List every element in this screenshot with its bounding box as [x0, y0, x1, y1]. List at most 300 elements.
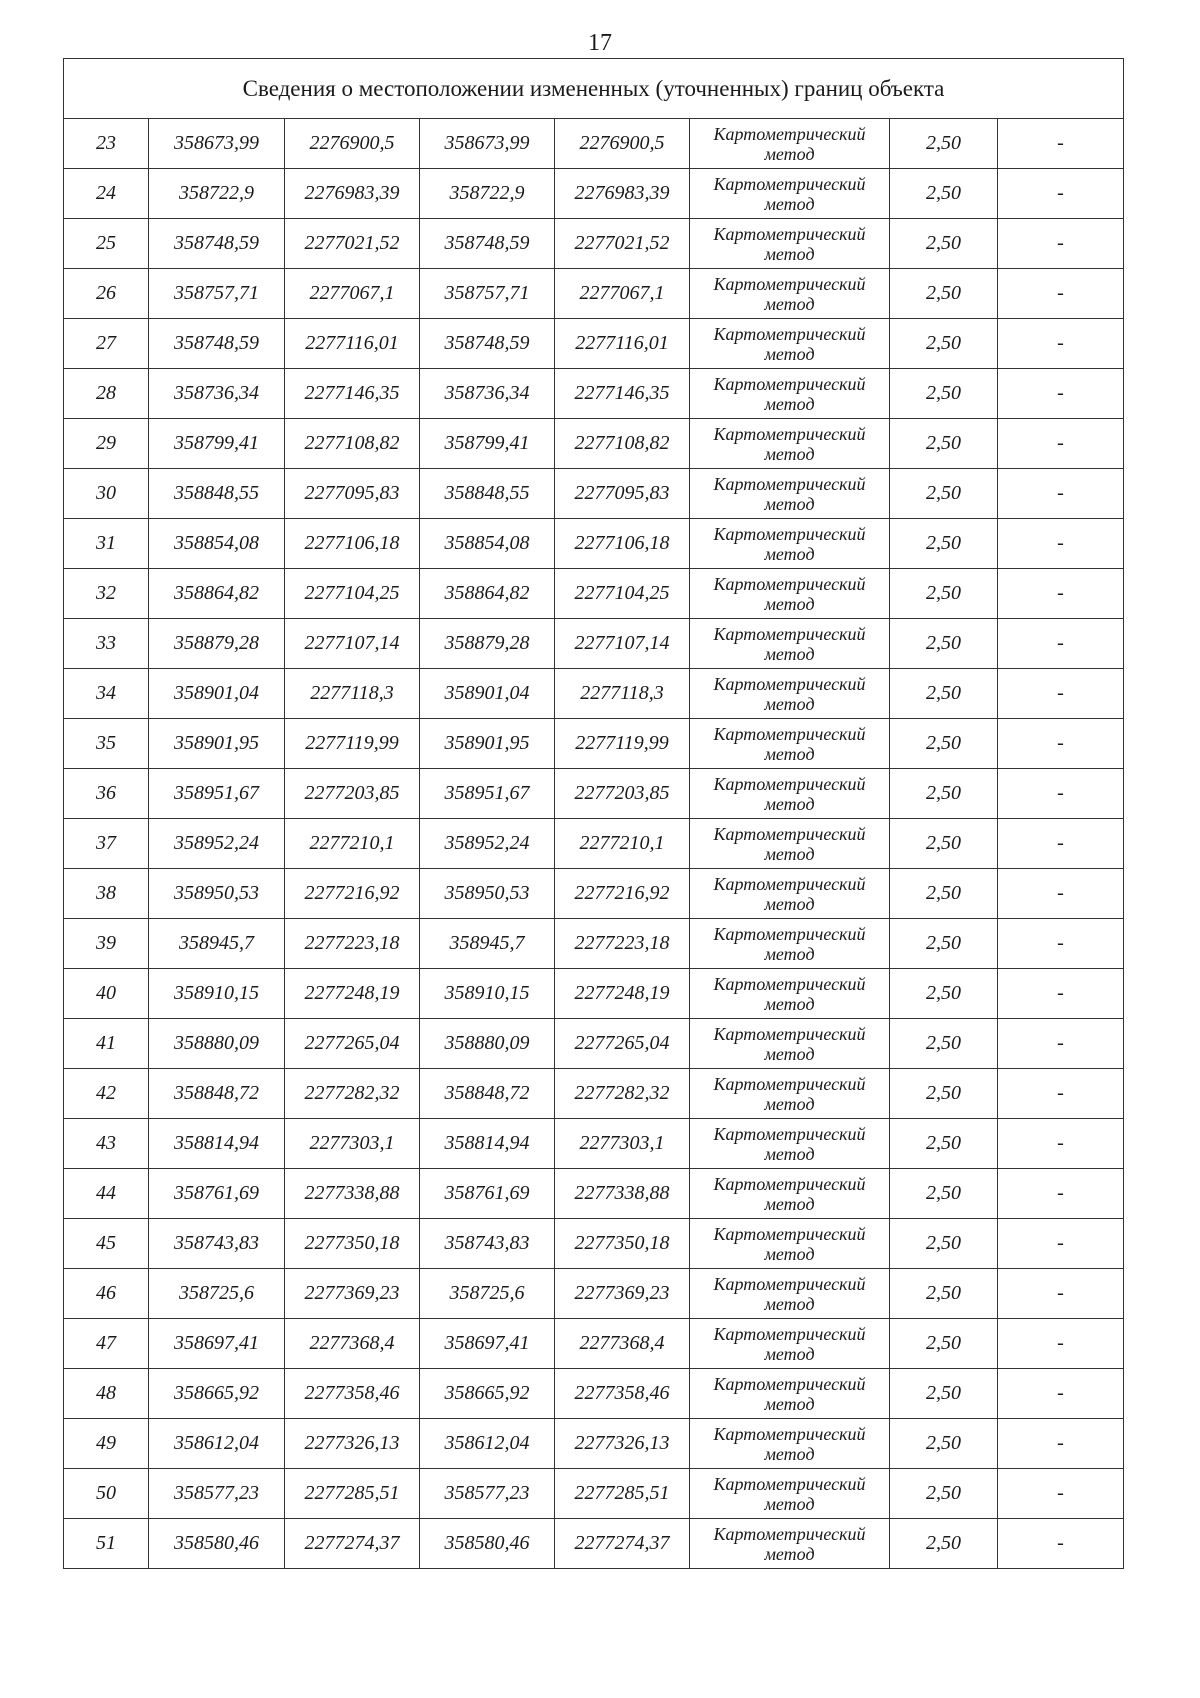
refined-y-cell: 2277285,51 [555, 1469, 690, 1519]
method-line-2: метод [764, 843, 815, 864]
method-line-2: метод [764, 743, 815, 764]
refined-x-cell: 358848,72 [420, 1069, 555, 1119]
point-number-cell: 50 [64, 1469, 149, 1519]
existing-y-cell: 2277108,82 [285, 419, 420, 469]
refined-x-cell: 358848,55 [420, 469, 555, 519]
refined-x-cell: 358612,04 [420, 1419, 555, 1469]
method-cell [690, 669, 890, 719]
refined-y-cell: 2277107,14 [555, 619, 690, 669]
note-cell: - [998, 1169, 1124, 1219]
method-line-1: Картометрический [713, 123, 866, 144]
method-line-2: метод [764, 1143, 815, 1164]
accuracy-cell: 2,50 [890, 1019, 998, 1069]
refined-x-cell: 358901,04 [420, 669, 555, 719]
existing-x-cell: 358697,41 [149, 1319, 285, 1369]
point-number-cell: 37 [64, 819, 149, 869]
existing-y-cell: 2277118,3 [285, 669, 420, 719]
table-row [64, 519, 1124, 569]
existing-y-cell: 2277216,92 [285, 869, 420, 919]
table-row [64, 619, 1124, 669]
refined-x-cell: 358577,23 [420, 1469, 555, 1519]
note-cell: - [998, 1469, 1124, 1519]
point-number-cell: 43 [64, 1119, 149, 1169]
refined-y-cell: 2277095,83 [555, 469, 690, 519]
existing-y-cell: 2277274,37 [285, 1519, 420, 1569]
refined-y-cell: 2277358,46 [555, 1369, 690, 1419]
refined-x-cell: 358952,24 [420, 819, 555, 869]
method-line-1: Картометрический [713, 273, 866, 294]
accuracy-cell: 2,50 [890, 969, 998, 1019]
method-cell [690, 869, 890, 919]
table-row [64, 719, 1124, 769]
method-line-2: метод [764, 1443, 815, 1464]
existing-x-cell: 358736,34 [149, 369, 285, 419]
point-number-cell: 27 [64, 319, 149, 369]
point-number-cell: 45 [64, 1219, 149, 1269]
method-line-1: Картометрический [713, 323, 866, 344]
accuracy-cell: 2,50 [890, 769, 998, 819]
point-number-cell: 30 [64, 469, 149, 519]
refined-y-cell: 2277350,18 [555, 1219, 690, 1269]
accuracy-cell: 2,50 [890, 1469, 998, 1519]
method-cell [690, 1219, 890, 1269]
note-cell: - [998, 1069, 1124, 1119]
point-number-cell: 41 [64, 1019, 149, 1069]
existing-x-cell: 358879,28 [149, 619, 285, 669]
existing-y-cell: 2277116,01 [285, 319, 420, 369]
method-line-2: метод [764, 1093, 815, 1114]
point-number-cell: 42 [64, 1069, 149, 1119]
method-cell [690, 719, 890, 769]
method-line-1: Картометрический [713, 1473, 866, 1494]
refined-y-cell: 2277216,92 [555, 869, 690, 919]
method-line-2: метод [764, 1343, 815, 1364]
table-row [64, 1519, 1124, 1569]
point-number-cell: 47 [64, 1319, 149, 1369]
method-line-2: метод [764, 193, 815, 214]
refined-x-cell: 358665,92 [420, 1369, 555, 1419]
existing-y-cell: 2277282,32 [285, 1069, 420, 1119]
existing-x-cell: 358901,04 [149, 669, 285, 719]
point-number-cell: 31 [64, 519, 149, 569]
method-cell [690, 919, 890, 969]
refined-x-cell: 358722,9 [420, 169, 555, 219]
method-line-1: Картометрический [713, 223, 866, 244]
accuracy-cell: 2,50 [890, 1519, 998, 1569]
method-line-1: Картометрический [713, 823, 866, 844]
method-line-2: метод [764, 1043, 815, 1064]
method-cell [690, 1269, 890, 1319]
existing-y-cell: 2277119,99 [285, 719, 420, 769]
existing-y-cell: 2277368,4 [285, 1319, 420, 1369]
accuracy-cell: 2,50 [890, 819, 998, 869]
refined-y-cell: 2277369,23 [555, 1269, 690, 1319]
refined-x-cell: 358743,83 [420, 1219, 555, 1269]
table-row [64, 219, 1124, 269]
method-line-1: Картометрический [713, 773, 866, 794]
table-row [64, 369, 1124, 419]
existing-x-cell: 358799,41 [149, 419, 285, 469]
accuracy-cell: 2,50 [890, 1069, 998, 1119]
method-cell [690, 569, 890, 619]
note-cell: - [998, 319, 1124, 369]
method-cell [690, 369, 890, 419]
table-row [64, 269, 1124, 319]
existing-y-cell: 2277248,19 [285, 969, 420, 1019]
table-row [64, 319, 1124, 369]
refined-x-cell: 358757,71 [420, 269, 555, 319]
note-cell: - [998, 419, 1124, 469]
point-number-cell: 24 [64, 169, 149, 219]
existing-y-cell: 2277095,83 [285, 469, 420, 519]
point-number-cell: 38 [64, 869, 149, 919]
note-cell: - [998, 519, 1124, 569]
refined-x-cell: 358945,7 [420, 919, 555, 969]
refined-y-cell: 2277223,18 [555, 919, 690, 969]
note-cell: - [998, 1269, 1124, 1319]
existing-x-cell: 358748,59 [149, 219, 285, 269]
method-line-1: Картометрический [713, 1123, 866, 1144]
boundary-coordinates-table [63, 58, 1124, 1569]
refined-y-cell: 2277248,19 [555, 969, 690, 1019]
existing-y-cell: 2277203,85 [285, 769, 420, 819]
method-line-1: Картометрический [713, 623, 866, 644]
table-row [64, 869, 1124, 919]
method-line-1: Картометрический [713, 573, 866, 594]
existing-x-cell: 358757,71 [149, 269, 285, 319]
refined-y-cell: 2277303,1 [555, 1119, 690, 1169]
method-line-2: метод [764, 1393, 815, 1414]
method-line-1: Картометрический [713, 873, 866, 894]
note-cell: - [998, 169, 1124, 219]
note-cell: - [998, 719, 1124, 769]
existing-x-cell: 358612,04 [149, 1419, 285, 1469]
table-row [64, 819, 1124, 869]
accuracy-cell: 2,50 [890, 719, 998, 769]
point-number-cell: 26 [64, 269, 149, 319]
existing-y-cell: 2277265,04 [285, 1019, 420, 1069]
table-row [64, 1019, 1124, 1069]
method-line-1: Картометрический [713, 373, 866, 394]
method-line-2: метод [764, 1293, 815, 1314]
table-row [64, 569, 1124, 619]
note-cell: - [998, 1119, 1124, 1169]
method-cell [690, 769, 890, 819]
method-cell [690, 1069, 890, 1119]
table-row [64, 1169, 1124, 1219]
point-number-cell: 40 [64, 969, 149, 1019]
existing-x-cell: 358814,94 [149, 1119, 285, 1169]
point-number-cell: 28 [64, 369, 149, 419]
method-line-1: Картометрический [713, 423, 866, 444]
method-line-1: Картометрический [713, 1323, 866, 1344]
method-line-1: Картометрический [713, 1223, 866, 1244]
note-cell: - [998, 269, 1124, 319]
refined-x-cell: 358950,53 [420, 869, 555, 919]
method-line-2: метод [764, 143, 815, 164]
refined-x-cell: 358580,46 [420, 1519, 555, 1569]
refined-x-cell: 358697,41 [420, 1319, 555, 1369]
method-line-2: метод [764, 243, 815, 264]
refined-x-cell: 358879,28 [420, 619, 555, 669]
method-cell [690, 169, 890, 219]
method-line-2: метод [764, 343, 815, 364]
method-line-1: Картометрический [713, 1173, 866, 1194]
refined-x-cell: 358854,08 [420, 519, 555, 569]
note-cell: - [998, 819, 1124, 869]
table-body [64, 59, 1124, 1569]
refined-x-cell: 358761,69 [420, 1169, 555, 1219]
refined-x-cell: 358814,94 [420, 1119, 555, 1169]
refined-y-cell: 2277146,35 [555, 369, 690, 419]
point-number-cell: 25 [64, 219, 149, 269]
accuracy-cell: 2,50 [890, 369, 998, 419]
method-line-1: Картометрический [713, 1423, 866, 1444]
method-line-2: метод [764, 1493, 815, 1514]
note-cell: - [998, 1019, 1124, 1069]
existing-y-cell: 2277350,18 [285, 1219, 420, 1269]
existing-y-cell: 2277021,52 [285, 219, 420, 269]
existing-x-cell: 358951,67 [149, 769, 285, 819]
method-line-1: Картометрический [713, 1373, 866, 1394]
accuracy-cell: 2,50 [890, 1369, 998, 1419]
method-cell [690, 119, 890, 169]
existing-y-cell: 2277146,35 [285, 369, 420, 419]
method-line-1: Картометрический [713, 173, 866, 194]
refined-y-cell: 2277119,99 [555, 719, 690, 769]
method-line-2: метод [764, 943, 815, 964]
table-row [64, 419, 1124, 469]
note-cell: - [998, 1369, 1124, 1419]
accuracy-cell: 2,50 [890, 1219, 998, 1269]
accuracy-cell: 2,50 [890, 919, 998, 969]
refined-y-cell: 2277282,32 [555, 1069, 690, 1119]
existing-x-cell: 358673,99 [149, 119, 285, 169]
refined-x-cell: 358880,09 [420, 1019, 555, 1069]
refined-y-cell: 2277116,01 [555, 319, 690, 369]
accuracy-cell: 2,50 [890, 1269, 998, 1319]
table-row [64, 1419, 1124, 1469]
accuracy-cell: 2,50 [890, 1169, 998, 1219]
note-cell: - [998, 119, 1124, 169]
method-line-2: метод [764, 293, 815, 314]
method-cell [690, 1369, 890, 1419]
table-row [64, 1469, 1124, 1519]
method-line-1: Картометрический [713, 1073, 866, 1094]
method-line-2: метод [764, 493, 815, 514]
page-number: 17 [588, 30, 612, 56]
accuracy-cell: 2,50 [890, 1119, 998, 1169]
refined-x-cell: 358901,95 [420, 719, 555, 769]
table-row [64, 1369, 1124, 1419]
refined-x-cell: 358725,6 [420, 1269, 555, 1319]
refined-y-cell: 2277210,1 [555, 819, 690, 869]
method-cell [690, 519, 890, 569]
point-number-cell: 33 [64, 619, 149, 669]
existing-y-cell: 2277326,13 [285, 1419, 420, 1469]
existing-x-cell: 358950,53 [149, 869, 285, 919]
method-line-1: Картометрический [713, 723, 866, 744]
accuracy-cell: 2,50 [890, 219, 998, 269]
accuracy-cell: 2,50 [890, 1419, 998, 1469]
existing-x-cell: 358580,46 [149, 1519, 285, 1569]
existing-x-cell: 358725,6 [149, 1269, 285, 1319]
method-cell [690, 619, 890, 669]
refined-y-cell: 2277274,37 [555, 1519, 690, 1569]
existing-x-cell: 358665,92 [149, 1369, 285, 1419]
refined-y-cell: 2277118,3 [555, 669, 690, 719]
refined-x-cell: 358951,67 [420, 769, 555, 819]
note-cell: - [998, 919, 1124, 969]
note-cell: - [998, 1219, 1124, 1269]
existing-y-cell: 2277303,1 [285, 1119, 420, 1169]
table-row [64, 119, 1124, 169]
accuracy-cell: 2,50 [890, 519, 998, 569]
accuracy-cell: 2,50 [890, 269, 998, 319]
point-number-cell: 49 [64, 1419, 149, 1469]
refined-y-cell: 2277203,85 [555, 769, 690, 819]
point-number-cell: 44 [64, 1169, 149, 1219]
existing-y-cell: 2277369,23 [285, 1269, 420, 1319]
existing-x-cell: 358722,9 [149, 169, 285, 219]
table-row [64, 919, 1124, 969]
point-number-cell: 36 [64, 769, 149, 819]
existing-y-cell: 2277223,18 [285, 919, 420, 969]
existing-y-cell: 2277338,88 [285, 1169, 420, 1219]
note-cell: - [998, 1419, 1124, 1469]
refined-x-cell: 358910,15 [420, 969, 555, 1019]
note-cell: - [998, 469, 1124, 519]
accuracy-cell: 2,50 [890, 119, 998, 169]
table-row [64, 669, 1124, 719]
existing-x-cell: 358854,08 [149, 519, 285, 569]
existing-x-cell: 358761,69 [149, 1169, 285, 1219]
method-line-1: Картометрический [713, 473, 866, 494]
point-number-cell: 29 [64, 419, 149, 469]
note-cell: - [998, 969, 1124, 1019]
existing-x-cell: 358577,23 [149, 1469, 285, 1519]
method-line-1: Картометрический [713, 973, 866, 994]
existing-y-cell: 2277285,51 [285, 1469, 420, 1519]
accuracy-cell: 2,50 [890, 619, 998, 669]
method-cell [690, 469, 890, 519]
method-line-2: метод [764, 1193, 815, 1214]
method-line-2: метод [764, 693, 815, 714]
refined-x-cell: 358748,59 [420, 219, 555, 269]
method-cell [690, 1469, 890, 1519]
method-cell [690, 1419, 890, 1469]
existing-x-cell: 358952,24 [149, 819, 285, 869]
method-cell [690, 1019, 890, 1069]
table-row [64, 969, 1124, 1019]
accuracy-cell: 2,50 [890, 1319, 998, 1369]
method-cell [690, 419, 890, 469]
method-cell [690, 819, 890, 869]
refined-y-cell: 2277368,4 [555, 1319, 690, 1369]
accuracy-cell: 2,50 [890, 569, 998, 619]
table-row [64, 1069, 1124, 1119]
method-cell [690, 319, 890, 369]
method-cell [690, 1519, 890, 1569]
existing-x-cell: 358848,72 [149, 1069, 285, 1119]
existing-x-cell: 358945,7 [149, 919, 285, 969]
method-line-2: метод [764, 443, 815, 464]
method-line-2: метод [764, 643, 815, 664]
note-cell: - [998, 1519, 1124, 1569]
table-row [64, 1269, 1124, 1319]
method-line-1: Картометрический [713, 1523, 866, 1544]
note-cell: - [998, 219, 1124, 269]
existing-y-cell: 2277107,14 [285, 619, 420, 669]
accuracy-cell: 2,50 [890, 319, 998, 369]
note-cell: - [998, 769, 1124, 819]
note-cell: - [998, 569, 1124, 619]
accuracy-cell: 2,50 [890, 419, 998, 469]
accuracy-cell: 2,50 [890, 469, 998, 519]
method-line-2: метод [764, 543, 815, 564]
method-cell [690, 1119, 890, 1169]
table-title: Сведения о местоположении измененных (уточненных) границ объекта [64, 59, 1124, 119]
method-line-2: метод [764, 593, 815, 614]
existing-x-cell: 358848,55 [149, 469, 285, 519]
refined-y-cell: 2277108,82 [555, 419, 690, 469]
method-line-2: метод [764, 893, 815, 914]
method-line-1: Картометрический [713, 673, 866, 694]
method-line-1: Картометрический [713, 1273, 866, 1294]
point-number-cell: 48 [64, 1369, 149, 1419]
existing-y-cell: 2277067,1 [285, 269, 420, 319]
refined-y-cell: 2277104,25 [555, 569, 690, 619]
method-line-2: метод [764, 1243, 815, 1264]
method-line-1: Картометрический [713, 1023, 866, 1044]
existing-x-cell: 358880,09 [149, 1019, 285, 1069]
table-row [64, 1219, 1124, 1269]
table-title-row [64, 59, 1124, 119]
note-cell: - [998, 669, 1124, 719]
existing-x-cell: 358743,83 [149, 1219, 285, 1269]
method-cell [690, 269, 890, 319]
method-line-2: метод [764, 993, 815, 1014]
method-line-2: метод [764, 393, 815, 414]
existing-y-cell: 2277358,46 [285, 1369, 420, 1419]
refined-y-cell: 2277265,04 [555, 1019, 690, 1069]
method-cell [690, 1319, 890, 1369]
existing-x-cell: 358910,15 [149, 969, 285, 1019]
method-line-2: метод [764, 793, 815, 814]
note-cell: - [998, 369, 1124, 419]
note-cell: - [998, 1319, 1124, 1369]
existing-x-cell: 358864,82 [149, 569, 285, 619]
existing-y-cell: 2276900,5 [285, 119, 420, 169]
table-row [64, 1119, 1124, 1169]
method-line-2: метод [764, 1543, 815, 1564]
method-cell [690, 969, 890, 1019]
point-number-cell: 34 [64, 669, 149, 719]
point-number-cell: 51 [64, 1519, 149, 1569]
accuracy-cell: 2,50 [890, 169, 998, 219]
table-row [64, 1319, 1124, 1369]
note-cell: - [998, 869, 1124, 919]
refined-y-cell: 2276900,5 [555, 119, 690, 169]
point-number-cell: 46 [64, 1269, 149, 1319]
point-number-cell: 39 [64, 919, 149, 969]
refined-x-cell: 358864,82 [420, 569, 555, 619]
refined-x-cell: 358799,41 [420, 419, 555, 469]
table-row [64, 169, 1124, 219]
method-cell [690, 219, 890, 269]
refined-y-cell: 2277326,13 [555, 1419, 690, 1469]
refined-y-cell: 2277067,1 [555, 269, 690, 319]
